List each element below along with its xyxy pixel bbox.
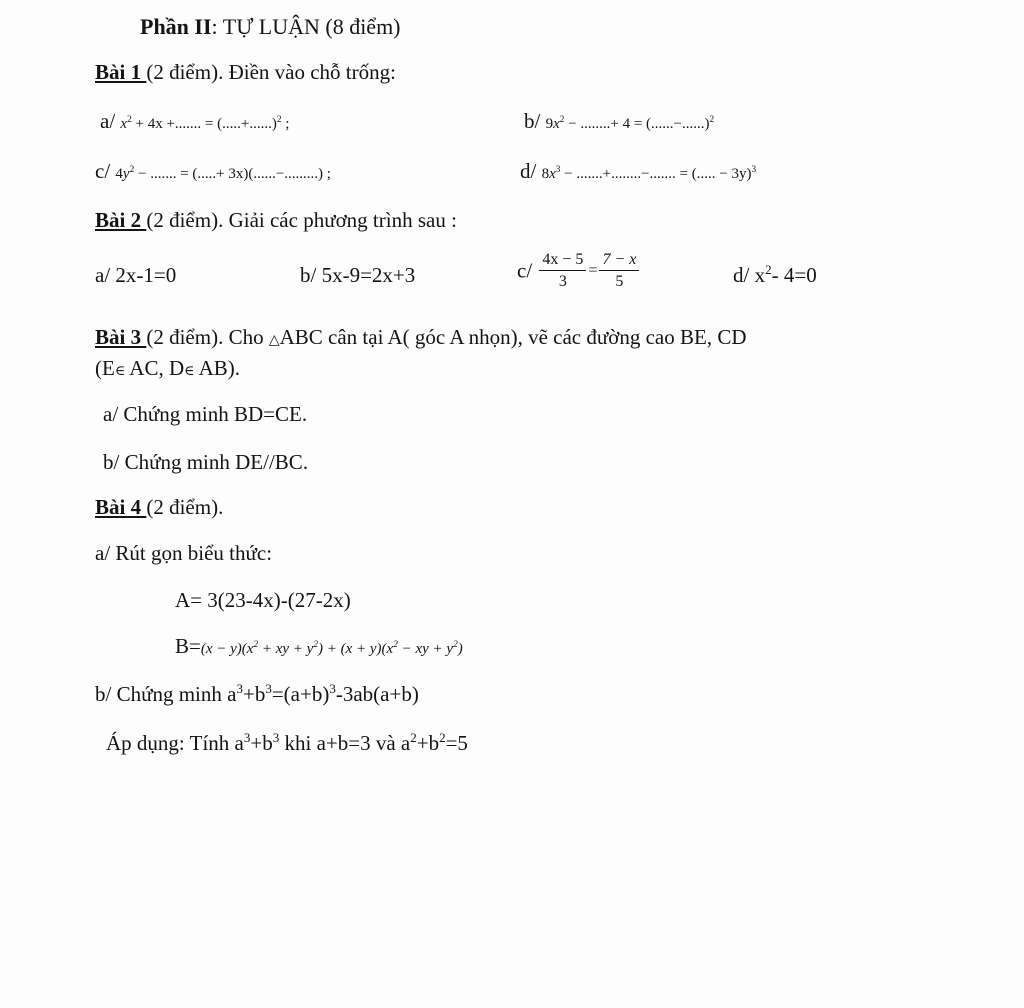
bai1-d-expr: $8x^3$ − .......+........−....... = (..... − 3y)$^3$ [541,165,757,182]
section-title-prefix: Phần II [140,14,212,39]
bai1-b-label: b/ [524,109,541,133]
bai2-c-fraction-right: $\frac{7 - x}{5}$ [599,252,639,290]
bai1-label: Bài 1 [95,60,147,84]
bai1-text: (2 điểm). Điền vào chỗ trống: [146,60,396,84]
bai2-item-b: b/ 5x-9=2x+3 [300,263,416,287]
bai2-item-d: d/ $x^2-$ 4=0 [733,262,817,287]
bai3-label: Bài 3 [95,325,147,349]
bai2-c-label: c/ [517,258,533,283]
bai2-text: (2 điểm). Giải các phương trình sau : [146,208,457,232]
bai1-a-label: a/ [100,109,116,133]
bai4-label: Bài 4 [95,495,147,519]
triangle-symbol: △ [268,333,280,348]
bai4-expr-A: A= 3(23-4x)-(27-2x) [175,588,351,612]
bai2-heading [95,210,457,231]
bai3-item-b: b/ Chứng minh DE//BC. [103,450,309,474]
bai1-a-expr: $x^2 + 4x$ +....... = (.....+......)$^2$ ; [120,115,290,132]
bai4-item-a: a/ Rút gọn biểu thức: [95,541,273,565]
bai1-item-a [100,111,289,132]
section-title [140,16,401,38]
bai3-item-a: a/ Chứng minh BD=CE. [103,402,308,426]
element-of-symbol: ∈ [114,364,126,379]
bai1-heading [95,62,396,83]
bai3-heading: Bài 3 (2 điểm). Cho △ABC cân tại A( góc A nhọn), vẽ các đường cao BE, CD [95,325,747,349]
bai4-item-b: b/ Chứng minh $a^3+b^3=(a+b)^3-3ab(a+b)$ [95,681,419,706]
bai1-item-d [520,161,756,182]
bai3-line2: (E∈ AC, D∈ AB). [95,356,241,380]
bai2-item-c: c/ $\frac{4x - 5}{3}$ = $\frac{7 - x}{5}$ [517,252,641,290]
bai2-c-fraction-left: $\frac{4x - 5}{3}$ [539,252,586,290]
bai1-d-label: d/ [520,159,537,183]
bai1-c-label: c/ [95,159,111,183]
bai4-heading: Bài 4 (2 điểm). [95,495,224,519]
bai4-apdung: Áp dụng: Tính $a^3+b^3$ khi a+b=3 và $a^2+b^2=5$ [106,730,468,755]
bai2-item-a: a/ 2x-1=0 [95,263,177,287]
bai1-c-expr: $4y^2$ − ....... = (.....+ 3x)(......−.........) ; [115,165,331,182]
bai1-b-expr: $9x^2$ − ........+ 4 = (......−......)$^2$ [545,115,715,132]
bai1-item-c [95,161,331,182]
bai4-expr-B: $B=(x - y)(x^2$ + xy + $y^2) + (x + y)(x^2$ − xy + $y^2$) [175,634,463,658]
bai2-label: Bài 2 [95,208,147,232]
section-title-rest: : TỰ LUẬN (8 điểm) [211,14,401,39]
bai1-item-b [524,111,714,132]
